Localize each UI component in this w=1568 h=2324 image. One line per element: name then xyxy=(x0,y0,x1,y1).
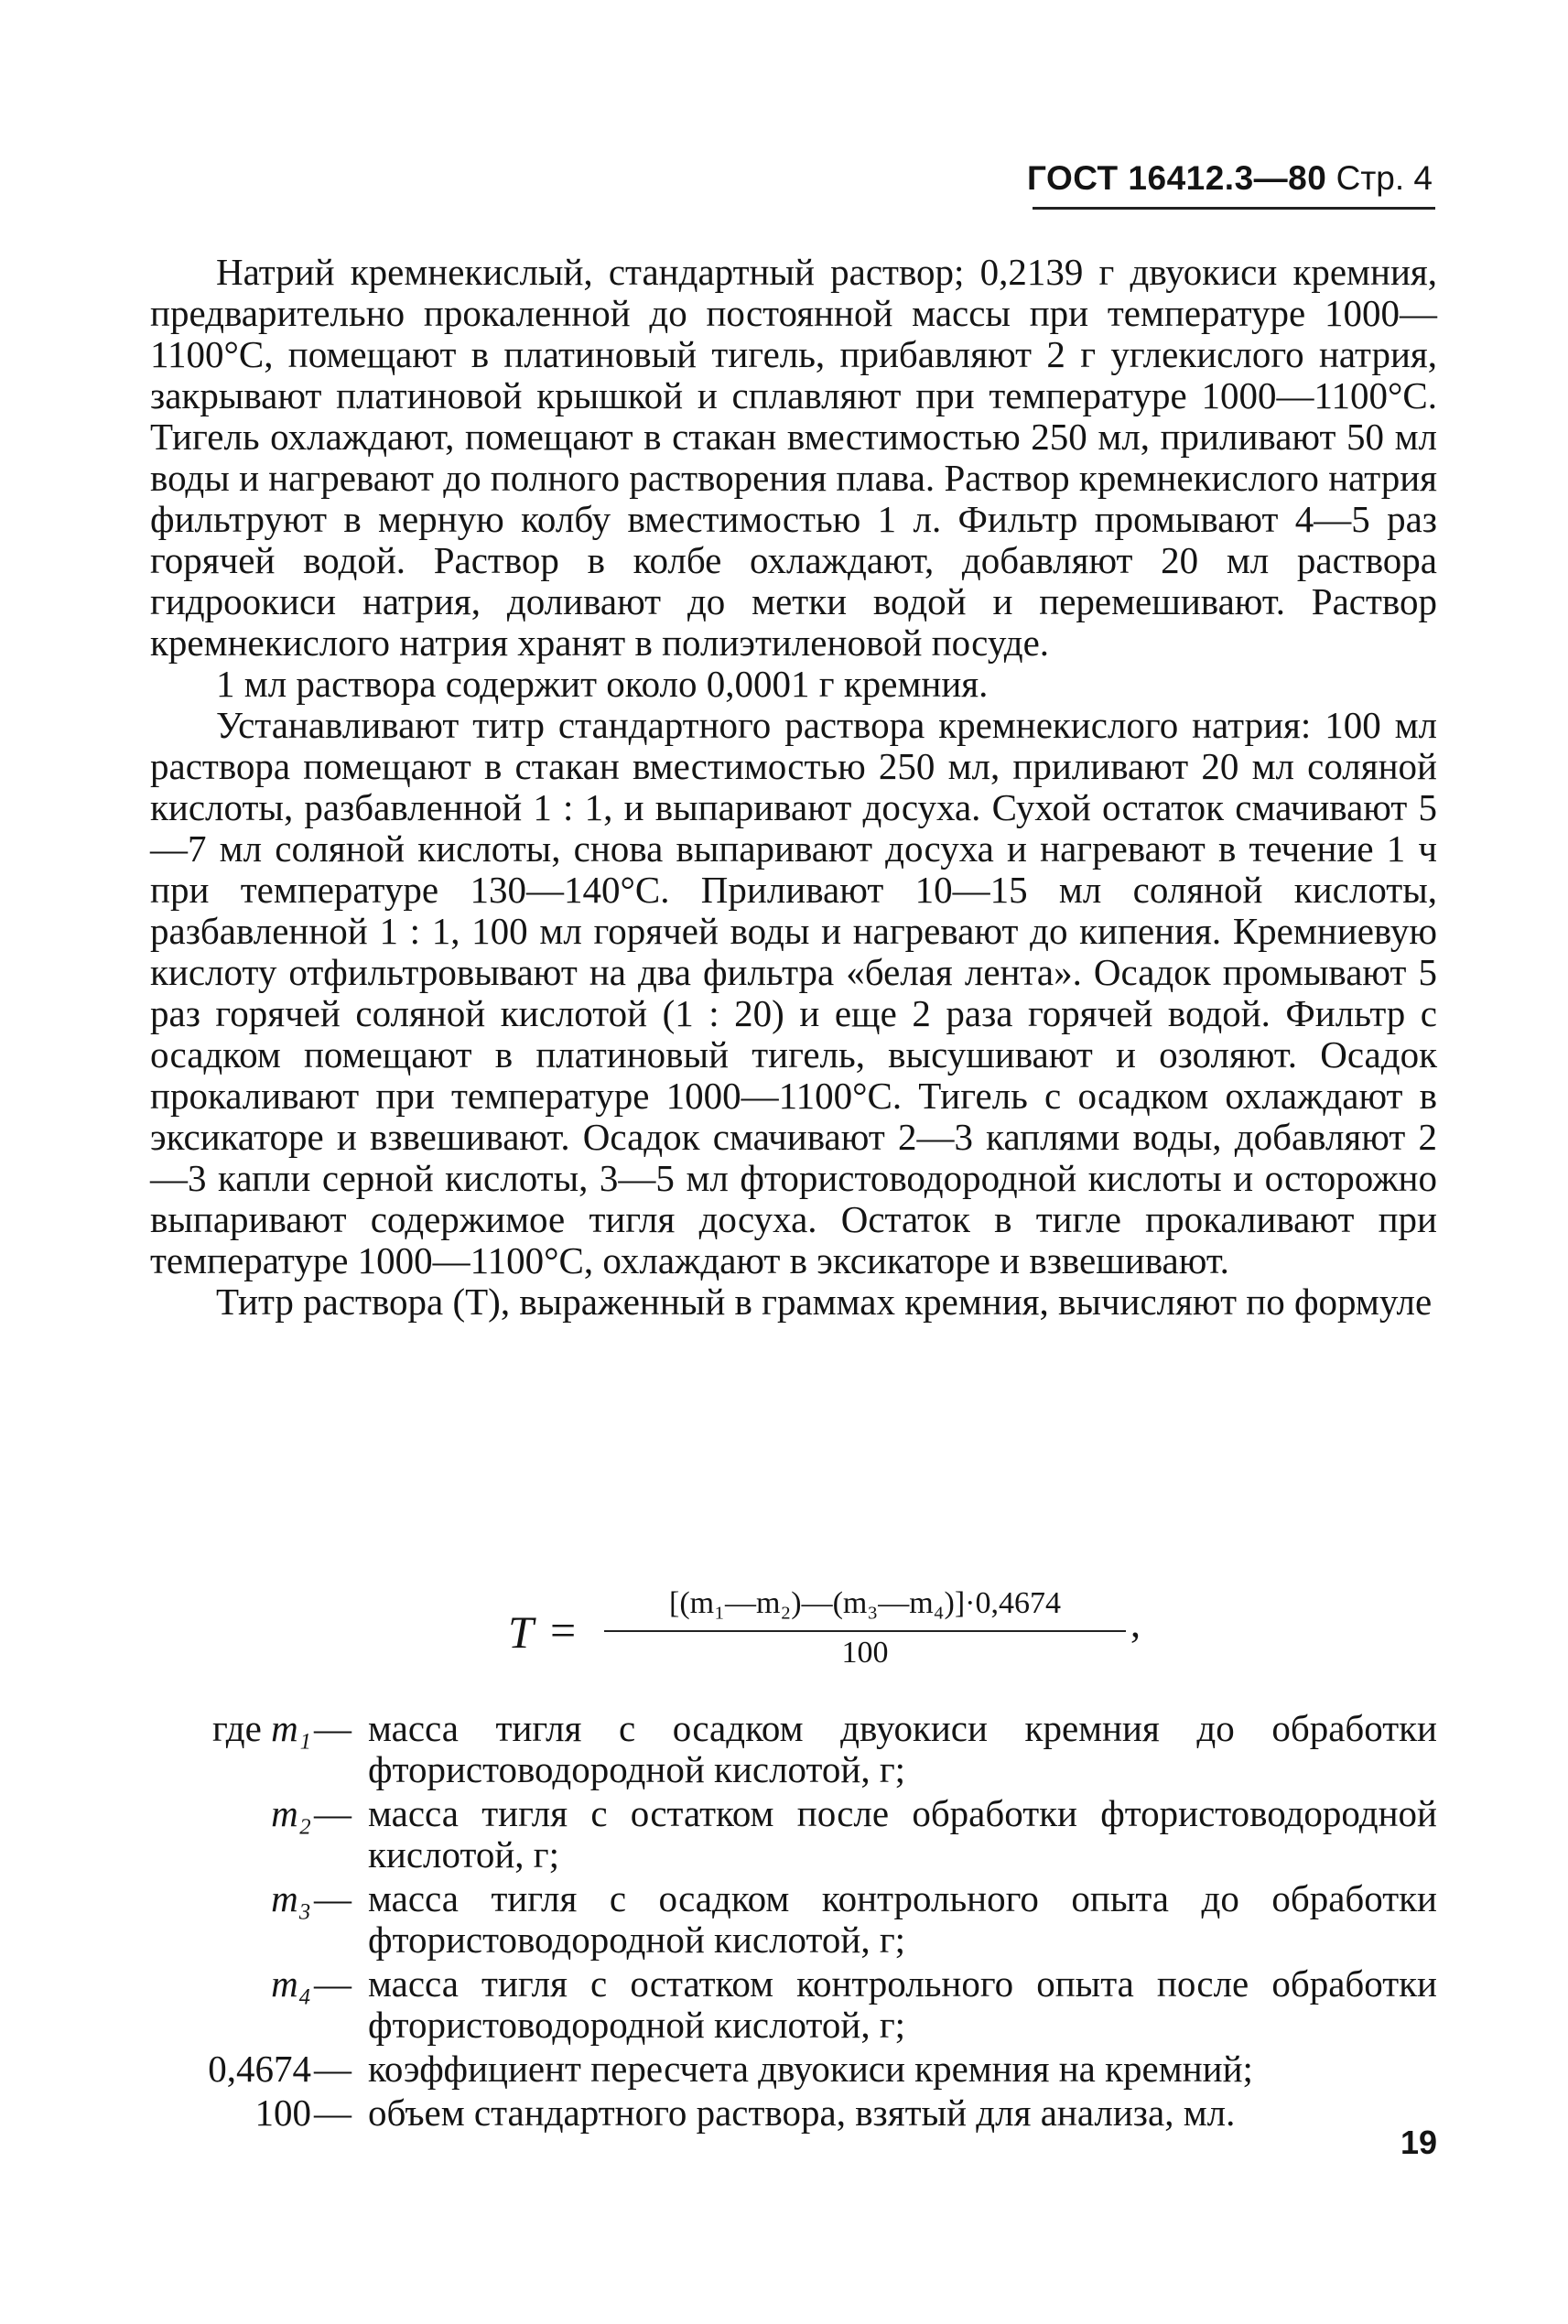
variable-definitions xyxy=(110,1708,1437,2136)
formula-equals: = xyxy=(550,1605,577,1656)
definition-label xyxy=(110,1963,311,2005)
definition-dash: — xyxy=(314,1877,351,1919)
fraction-bar xyxy=(604,1630,1126,1632)
page-header xyxy=(1007,156,1433,201)
definition-label xyxy=(110,2048,311,2090)
definition-symbol: m₃ xyxy=(271,1877,311,1919)
definition-dash: — xyxy=(314,2048,351,2090)
definition-dash: — xyxy=(314,1792,351,1834)
definition-item xyxy=(110,1878,1437,1961)
definition-text: коэффициент пересчета двуокиси кремния на кремний; xyxy=(368,2048,1253,2090)
definition-symbol: 0,4674 xyxy=(208,2048,311,2090)
formula-denominator: 100 xyxy=(841,1636,889,1670)
definition-symbol: m₁ xyxy=(271,1707,311,1749)
definition-symbol: m₄ xyxy=(271,1962,311,2005)
definition-item xyxy=(110,2048,1437,2090)
titer-formula xyxy=(508,1584,1149,1684)
definition-item xyxy=(110,1793,1437,1875)
body-text xyxy=(150,252,1437,1323)
definition-symbol: m₂ xyxy=(271,1792,311,1834)
definition-dash: — xyxy=(314,1962,351,2005)
definition-text: масса тигля с осадком контрольного опыта до обработки фтористоводородной кислотой, г; xyxy=(368,1877,1437,1961)
paragraph: Натрий кремнекислый, стандартный раствор; 0,2139 г двуокиси кремния, предварительно прокаленной до постоянной массы при температуре 1000—1100°С, помещают в платиновый тигель, прибавляют 2 г углекислого натрия, закрывают платиновой крышкой и сплавляют при температуре 1000—1100°С. Тигель охлаждают, помещают в стакан вместимостью 250 мл, приливают 50 мл воды и нагревают до полного растворения плава. Раствор кремнекислого натрия фильтруют в мерную колбу вместимостью 1 л. Фильтр промывают 4—5 раз горячей водой. Раствор в колбе охлаждают, добавляют 20 мл раствора гидроокиси натрия, доливают до метки водой и перемешивают. Раствор кремнекислого натрия хранят в полиэтиленовой посуде. xyxy=(150,251,1437,664)
definition-text: объем стандартного раствора, взятый для анализа, мл. xyxy=(368,2092,1236,2134)
formula-comma: , xyxy=(1130,1601,1141,1646)
definition-dash: — xyxy=(314,1707,351,1749)
definition-text: масса тигля с остатком после обработки фтористоводородной кислотой, г; xyxy=(368,1792,1437,1875)
definition-label xyxy=(110,2092,311,2134)
definition-symbol: 100 xyxy=(254,2092,311,2134)
page-number: 19 xyxy=(1400,2124,1437,2161)
paragraph: 1 мл раствора содержит около 0,0001 г кремния. xyxy=(216,663,989,705)
definition-label xyxy=(110,1793,311,1834)
definition-item xyxy=(110,1708,1437,1790)
page-label: Стр. 4 xyxy=(1336,159,1433,197)
paragraph: Титр раствора (T), выраженный в граммах кремния, вычисляют по формуле xyxy=(216,1281,1433,1323)
header-rule xyxy=(1033,207,1435,210)
formula-lhs: T xyxy=(508,1606,534,1658)
definition-text: масса тигля с осадком двуокиси кремния до обработки фтористоводородной кислотой, г; xyxy=(368,1707,1437,1790)
definition-label xyxy=(110,1708,311,1749)
definition-item xyxy=(110,1963,1437,2046)
paragraph: Устанавливают титр стандартного раствора кремнекислого натрия: 100 мл раствора помещают в стакан вместимостью 250 мл, приливают 20 мл соляной кислоты, разбавленной 1 : 1, и выпаривают досуха. Сухой остаток смачивают 5—7 мл соляной кислоты, снова выпаривают досуха и нагревают в течение 1 ч при температуре 130—140°С. Приливают 10—15 мл соляной кислоты, разбавленной 1 : 1, 100 мл горячей воды и нагревают до кипения. Кремниевую кислоту отфильтровывают на два фильтра «белая лента». Осадок промывают 5 раз горячей соляной кислотой (1 : 20) и еще 2 раза горячей водой. Фильтр с осадком помещают в платиновый тигель, высушивают и озоляют. Осадок прокаливают при температуре 1000—1100°С. Тигель с осадком охлаждают в эксикаторе и взвешивают. Осадок смачивают 2—3 каплями воды, добавляют 2—3 капли серной кислоты, 3—5 мл фтористоводородной кислоты и осторожно выпаривают содержимое тигля досуха. Остаток в тигле прокаливают при температуре 1000—1100°С, охлаждают в эксикаторе и взвешивают. xyxy=(150,704,1437,1281)
standard-number: ГОСТ 16412.3—80 xyxy=(1026,159,1327,197)
definition-item xyxy=(110,2092,1437,2134)
formula-numerator: [(m₁—m₂)—(m₃—m₄)]·0,4674 xyxy=(669,1586,1061,1620)
definition-label xyxy=(110,1878,311,1919)
definition-text: масса тигля с остатком контрольного опыта после обработки фтористоводородной кислотой, г; xyxy=(368,1962,1437,2046)
definition-dash: — xyxy=(314,2092,351,2134)
definition-prefix: где xyxy=(212,1707,262,1749)
